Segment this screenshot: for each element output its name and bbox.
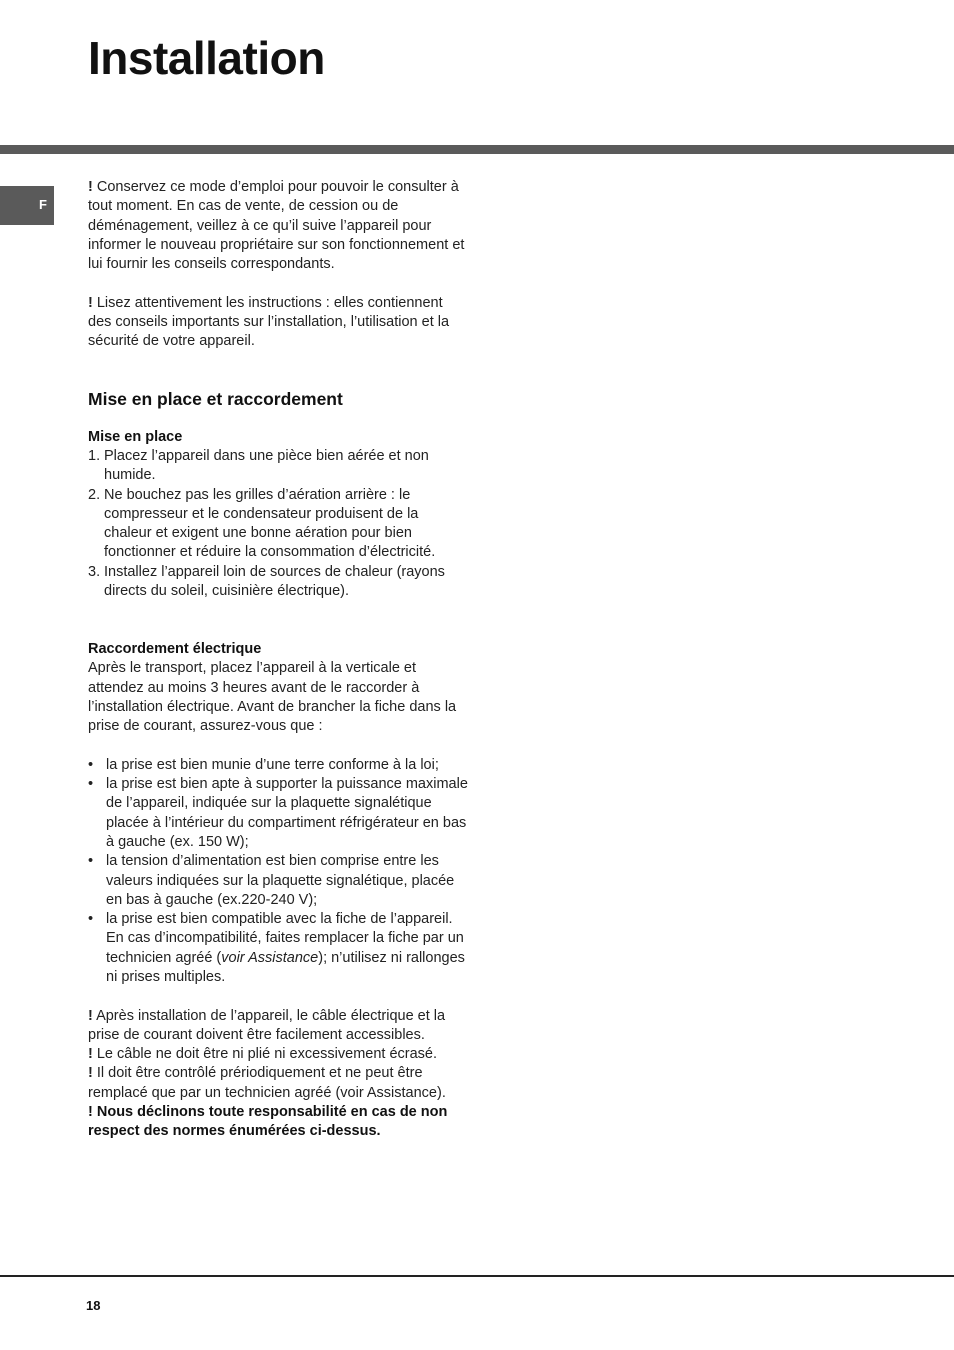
- intro-text-1: Conservez ce mode d’emploi pour pouvoir le consulter à tout moment. En cas de vente, de cession ou de déménagement, veillez à ce qu’il suive l’appareil pour informer le nouveau propriétaire sur son fonctionnement et lui fournir les conseils correspondants.: [88, 179, 465, 273]
- warning-mark: !: [88, 1065, 93, 1082]
- list-item: • la prise est bien apte à supporter la puissance maximale de l’appareil, indiquée sur la plaquette signalétique placée à l’intérieur du compartiment réfrigérateur en bas à gauche (ex. 150 W);: [88, 776, 468, 850]
- language-tab: F: [0, 186, 54, 225]
- list-item: 3. Installez l’appareil loin de sources de chaleur (rayons directs du soleil, cuisinière électrique).: [88, 563, 445, 600]
- warning-cable-access: ! Après installation de l’appareil, le câble électrique et la prise de courant doivent être facilement accessibles.: [88, 1007, 446, 1043]
- warning-mark: !: [88, 1046, 93, 1063]
- page-number: 18: [86, 1298, 101, 1313]
- header-rule: [0, 145, 954, 154]
- intro-paragraph-1: [88, 178, 468, 274]
- list-item: • la prise est bien compatible avec la fiche de l’appareil. En cas d’incompatibilité, faites remplacer la fiche par un technicien agréé (voir Assistance); n’utilisez ni rallonges ni prises multiples.: [88, 911, 465, 985]
- warning-mark: !: [88, 179, 93, 195]
- footer-rule: [0, 1275, 954, 1277]
- page-title: Installation: [88, 32, 325, 84]
- intro-paragraph-2: [88, 294, 468, 352]
- warning-mark: !: [88, 1007, 93, 1024]
- placement-heading: Mise en place: [88, 428, 183, 445]
- electrical-heading: Raccordement électrique: [88, 640, 262, 657]
- electrical-checklist: [88, 756, 468, 988]
- warning-cable-check: ! Il doit être contrôlé prériodiquement et ne peut être remplacé que par un technicien agréé (voir Assistance).: [88, 1065, 446, 1101]
- warning-cable-bend: ! Le câble ne doit être ni plié ni excessivement écrasé.: [88, 1046, 438, 1063]
- list-item: 1. Placez l’appareil dans une pièce bien aérée et non humide.: [88, 447, 429, 484]
- warning-mark: !: [88, 294, 93, 311]
- electrical-intro: Après le transport, placez l’appareil à la verticale et attendez au moins 3 heures avant de le raccorder à l’installation électrique. Avant de brancher la fiche dans la prise de courant, assurez-vous que :: [88, 660, 457, 735]
- intro-text-2: Lisez attentivement les instructions : elles contiennent des conseils importants sur l’installation, l’utilisation et la sécurité de votre appareil.: [88, 294, 450, 350]
- disclaimer: ! Nous déclinons toute responsabilité en cas de non respect des normes énumérées ci-dessus.: [88, 1104, 448, 1140]
- content-column: [88, 178, 468, 1142]
- placement-list: [88, 447, 468, 601]
- list-item: 2. Ne bouchez pas les grilles d’aération arrière : le compresseur et le condensateur produisent de la chaleur et exigent une bonne aération pour bien fonctionner et réduire la consommation d’électricité.: [88, 486, 436, 561]
- warning-mark: !: [88, 1104, 93, 1121]
- section-heading: Mise en place et raccordement: [88, 388, 343, 409]
- list-item: • la prise est bien munie d’une terre conforme à la loi;: [88, 756, 439, 773]
- list-item: • la tension d’alimentation est bien comprise entre les valeurs indiquées sur la plaquette signalétique, placée en bas à gauche (ex.220-240 V);: [88, 853, 455, 908]
